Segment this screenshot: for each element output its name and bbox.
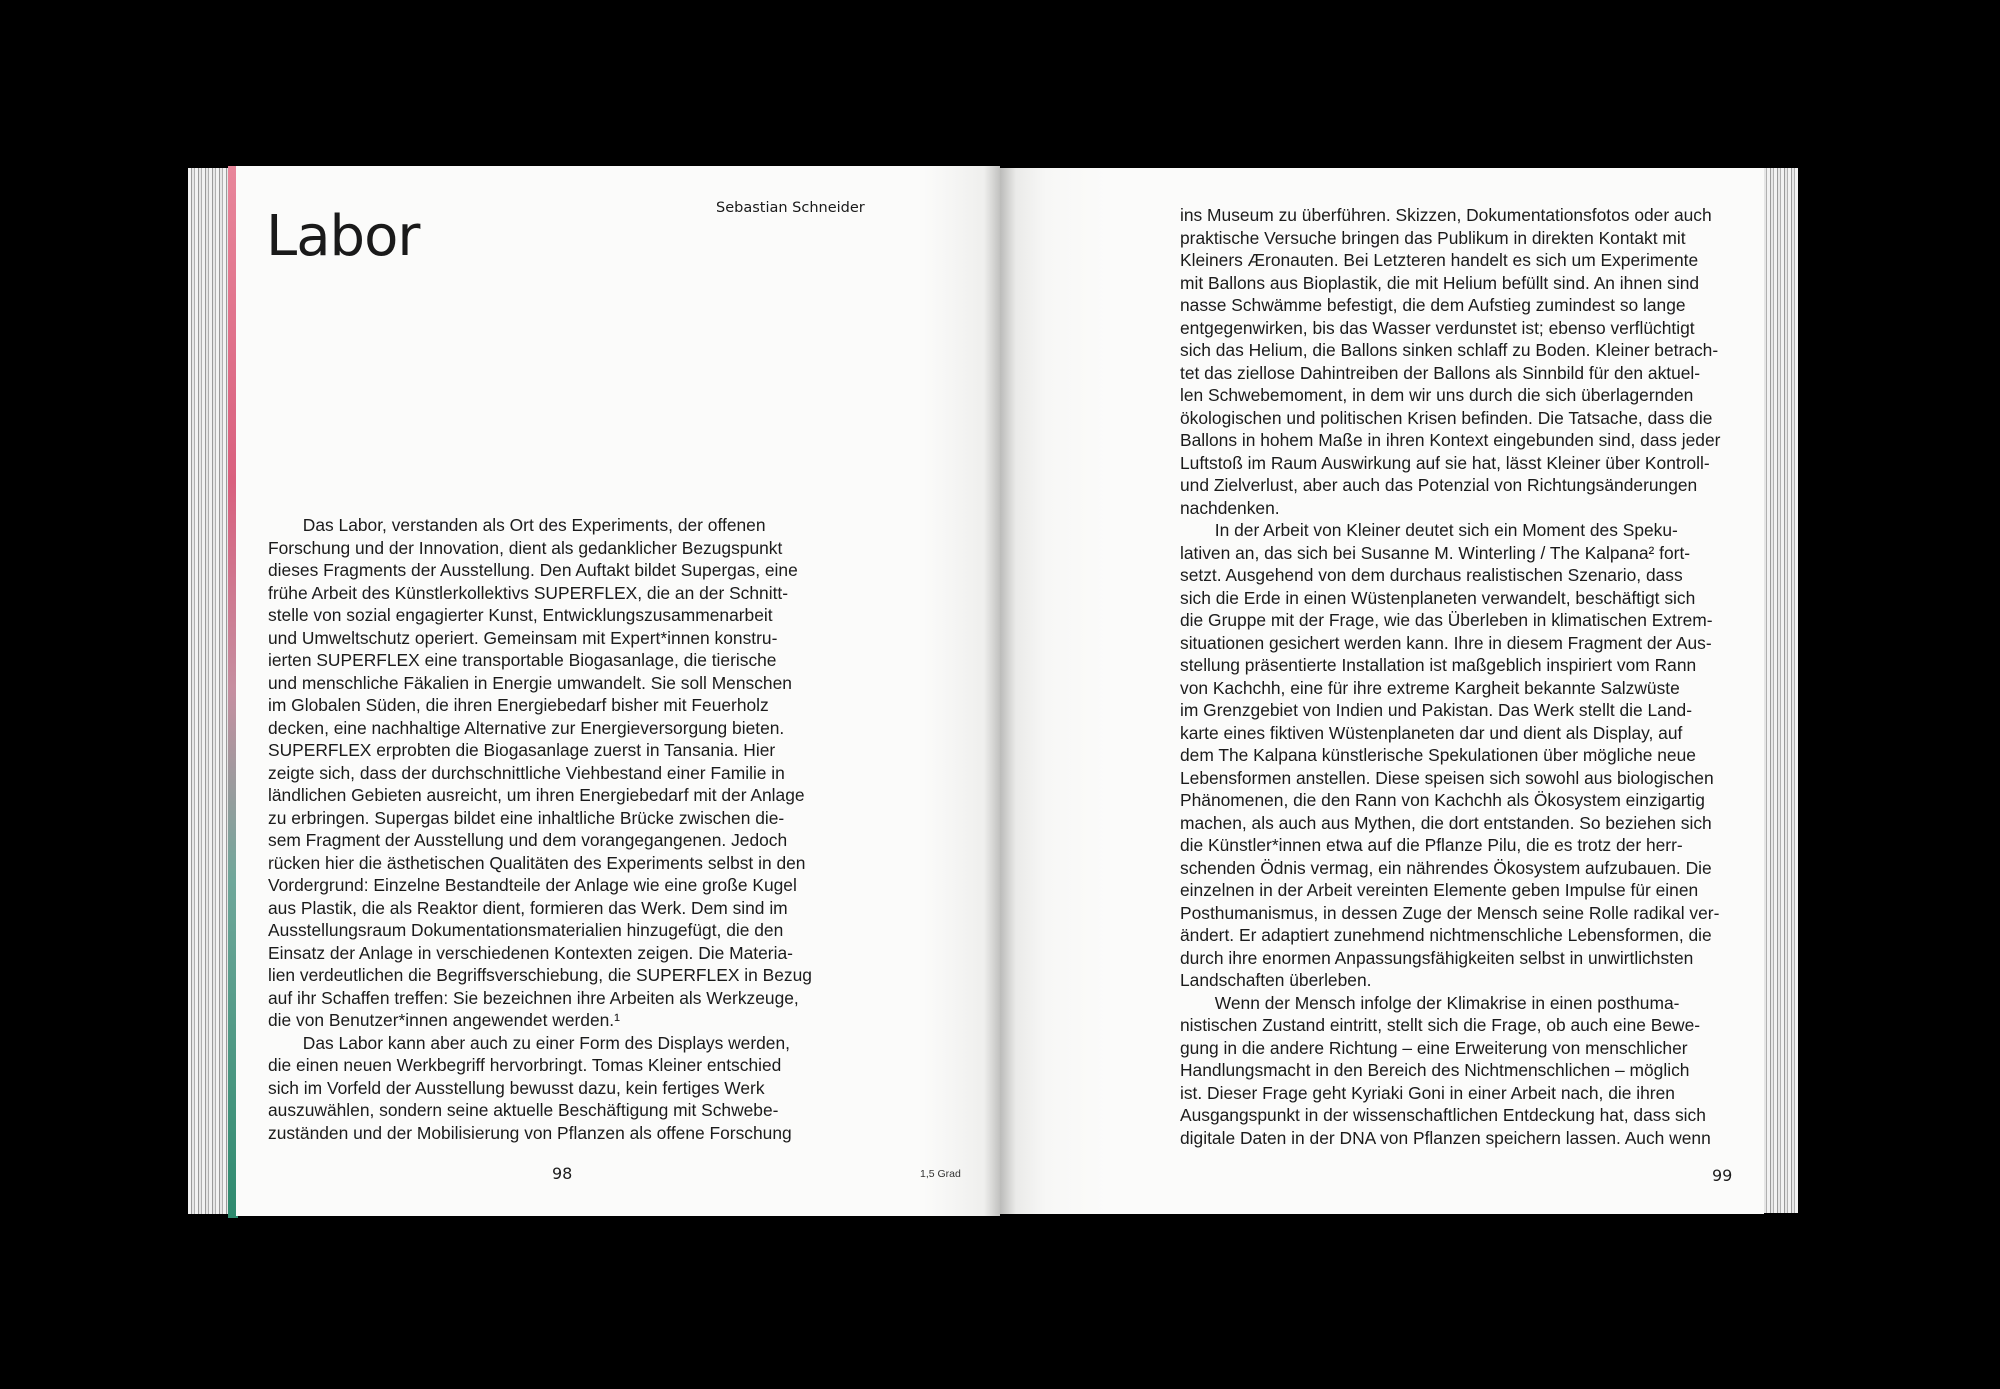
text-line: Handlungsmacht in den Bereich des Nichtmenschlichen – möglich bbox=[1180, 1060, 1690, 1080]
text-line: von Kachchh, eine für ihre extreme Kargheit bekannte Salzwüste bbox=[1180, 677, 1680, 698]
text-line: tet das ziellose Dahintreiben der Ballons als Sinnbild für den aktuel- bbox=[1180, 362, 1701, 383]
text-line: dieses Fragments der Ausstellung. Den Auftakt bildet Supergas, eine bbox=[268, 560, 798, 580]
text-line: Ausgangspunkt in der wissenschaftlichen Entdeckung hat, dass sich bbox=[1180, 1105, 1706, 1125]
text-line: aus Plastik, die als Reaktor dient, formieren das Werk. Dem sind im bbox=[268, 897, 788, 918]
text-line: frühe Arbeit des Künstlerkollektivs SUPERFLEX, die an der Schnitt- bbox=[268, 582, 789, 603]
text-line: Das Labor kann aber auch zu einer Form des Displays werden, bbox=[268, 1032, 790, 1053]
text-line: Lebensformen anstellen. Diese speisen sich sowohl aus biologischen bbox=[1180, 767, 1714, 788]
text-line: sich im Vorfeld der Ausstellung bewusst dazu, kein fertiges Werk bbox=[268, 1077, 765, 1098]
text-line: situationen gesichert werden kann. Ihre in diesem Fragment der Aus- bbox=[1180, 632, 1712, 653]
text-line: setzt. Ausgehend von dem durchaus realistischen Szenario, dass bbox=[1180, 565, 1683, 585]
text-line: rücken hier die ästhetischen Qualitäten des Experiments selbst in den bbox=[268, 852, 806, 873]
text-line: zuständen und der Mobilisierung von Pflanzen als offene Forschung bbox=[268, 1122, 792, 1143]
text-line: die Künstler*innen etwa auf die Pflanze Pilu, die es trotz der herr- bbox=[1180, 835, 1683, 855]
text-line: nistischen Zustand eintritt, stellt sich die Frage, ob auch eine Bewe- bbox=[1180, 1015, 1701, 1035]
text-line: Forschung und der Innovation, dient als gedanklicher Bezugspunkt bbox=[268, 537, 783, 558]
page-number-left: 98 bbox=[552, 1164, 573, 1183]
text-line: gung in die andere Richtung – eine Erweiterung von menschlicher bbox=[1180, 1037, 1688, 1058]
text-line: Luftstoß im Raum Auswirkung auf sie hat, lässt Kleiner über Kontroll- bbox=[1180, 452, 1710, 473]
text-line: Wenn der Mensch infolge der Klimakrise in einen posthuma- bbox=[1180, 992, 1680, 1013]
text-line: praktische Versuche bringen das Publikum in direkten Kontakt mit bbox=[1180, 227, 1686, 248]
chapter-title: Labor bbox=[266, 204, 420, 269]
text-line: nachdenken. bbox=[1180, 497, 1280, 518]
text-line: nasse Schwämme befestigt, die dem Aufstieg zumindest so lange bbox=[1180, 295, 1686, 315]
text-line: machen, als auch aus Mythen, die dort entstanden. So beziehen sich bbox=[1180, 812, 1712, 833]
text-line: Einsatz der Anlage in verschiedenen Kontexten zeigen. Die Materia- bbox=[268, 942, 793, 963]
text-line: die einen neuen Werkbegriff hervorbringt. Tomas Kleiner entschied bbox=[268, 1055, 782, 1075]
running-head: 1,5 Grad bbox=[920, 1168, 961, 1180]
text-line: len Schwebemoment, in dem wir uns durch die sich überlagernden bbox=[1180, 385, 1694, 405]
text-line: im Globalen Süden, die ihren Energiebedarf bisher mit Feuerholz bbox=[268, 695, 769, 715]
text-line: Vordergrund: Einzelne Bestandteile der Anlage wie eine große Kugel bbox=[268, 875, 797, 895]
text-line: auszuwählen, sondern seine aktuelle Beschäftigung mit Schwebe- bbox=[268, 1100, 779, 1120]
page-number-right: 99 bbox=[1712, 1166, 1733, 1185]
text-line: schenden Ödnis vermag, ein nährendes Ökosystem aufzubauen. Die bbox=[1180, 857, 1712, 878]
text-line: auf ihr Schaffen treffen: Sie bezeichnen ihre Arbeiten als Werkzeuge, bbox=[268, 987, 799, 1008]
text-line: ökologischen und politischen Krisen befinden. Die Tatsache, dass die bbox=[1180, 407, 1713, 428]
text-line: durch ihre enormen Anpassungsfähigkeiten selbst in unwirtlichsten bbox=[1180, 947, 1694, 968]
text-line: stellung präsentierte Installation ist maßgeblich inspiriert vom Rann bbox=[1180, 655, 1697, 675]
text-line: ins Museum zu überführen. Skizzen, Dokumentationsfotos oder auch bbox=[1180, 205, 1712, 225]
text-line: SUPERFLEX erprobten die Biogasanlage zuerst in Tansania. Hier bbox=[268, 740, 776, 760]
text-line: im Grenzgebiet von Indien und Pakistan. Das Werk stellt die Land- bbox=[1180, 700, 1693, 720]
right-page-edges bbox=[1760, 168, 1798, 1213]
text-line: und Umweltschutz operiert. Gemeinsam mit Expert*innen konstru- bbox=[268, 627, 778, 648]
text-line: zeigte sich, dass der durchschnittliche Viehbestand einer Familie in bbox=[268, 762, 785, 783]
text-line: die von Benutzer*innen angewendet werden.¹ bbox=[268, 1010, 620, 1030]
text-line: zu erbringen. Supergas bildet eine inhaltliche Brücke zwischen die- bbox=[268, 807, 785, 828]
text-line: sem Fragment der Ausstellung und dem vorangegangenen. Jedoch bbox=[268, 830, 788, 850]
text-line: dem The Kalpana künstlerische Spekulationen über mögliche neue bbox=[1180, 745, 1696, 765]
book-gutter bbox=[984, 166, 1016, 1218]
text-line: mit Ballons aus Bioplastik, die mit Helium befüllt sind. An ihnen sind bbox=[1180, 272, 1700, 293]
text-line: und menschliche Fäkalien in Energie umwandelt. Sie soll Menschen bbox=[268, 672, 792, 693]
left-body-text bbox=[268, 514, 858, 1144]
text-line: ist. Dieser Frage geht Kyriaki Goni in einer Arbeit nach, die ihren bbox=[1180, 1082, 1675, 1103]
text-line: sich das Helium, die Ballons sinken schlaff zu Boden. Kleiner betrach- bbox=[1180, 340, 1719, 360]
text-line: Das Labor, verstanden als Ort des Experiments, der offenen bbox=[268, 515, 766, 535]
text-line: In der Arbeit von Kleiner deutet sich ein Moment des Speku- bbox=[1180, 520, 1678, 540]
text-line: Ausstellungsraum Dokumentationsmaterialien hinzugefügt, die den bbox=[268, 920, 784, 940]
text-line: lien verdeutlichen die Begriffsverschiebung, die SUPERFLEX in Bezug bbox=[268, 965, 812, 985]
text-line: lativen an, das sich bei Susanne M. Winterling / The Kalpana² fort- bbox=[1180, 542, 1691, 563]
text-line: karte eines fiktiven Wüstenplaneten dar und dient als Display, auf bbox=[1180, 722, 1683, 743]
text-line: Ballons in hohem Maße in ihren Kontext eingebunden sind, dass jeder bbox=[1180, 430, 1721, 450]
text-line: ländlichen Gebieten ausreicht, um ihren Energiebedarf mit der Anlage bbox=[268, 785, 805, 805]
text-line: einzelnen in der Arbeit vereinten Elemente geben Impulse für einen bbox=[1180, 880, 1699, 900]
text-line: Kleiners Æronauten. Bei Letzteren handelt es sich um Experimente bbox=[1180, 250, 1699, 270]
text-line: ierten SUPERFLEX eine transportable Biogasanlage, die tierische bbox=[268, 650, 777, 670]
text-line: decken, eine nachhaltige Alternative zur Energieversorgung bieten. bbox=[268, 717, 785, 738]
text-line: entgegenwirken, bis das Wasser verdunstet ist; ebenso verflüchtigt bbox=[1180, 317, 1695, 338]
text-line: die Gruppe mit der Frage, wie das Überleben in klimatischen Extrem- bbox=[1180, 610, 1713, 630]
text-line: Landschaften überleben. bbox=[1180, 970, 1372, 990]
text-line: und Zielverlust, aber auch das Potenzial von Richtungsänderungen bbox=[1180, 475, 1698, 495]
author-name: Sebastian Schneider bbox=[716, 200, 865, 216]
text-line: digitale Daten in der DNA von Pflanzen speichern lassen. Auch wenn bbox=[1180, 1127, 1711, 1148]
left-page bbox=[236, 166, 1000, 1216]
text-line: sich die Erde in einen Wüstenplaneten verwandelt, beschäftigt sich bbox=[1180, 587, 1696, 608]
right-body-text bbox=[1180, 204, 1740, 1149]
text-line: stelle von sozial engagierter Kunst, Entwicklungszusammenarbeit bbox=[268, 605, 773, 625]
text-line: Phänomenen, die den Rann von Kachchh als Ökosystem einzigartig bbox=[1180, 790, 1705, 810]
text-line: ändert. Er adaptiert zunehmend nichtmenschliche Lebensformen, die bbox=[1180, 925, 1712, 945]
right-page bbox=[1000, 168, 1764, 1214]
text-line: Posthumanismus, in dessen Zuge der Mensch seine Rolle radikal ver- bbox=[1180, 902, 1720, 923]
